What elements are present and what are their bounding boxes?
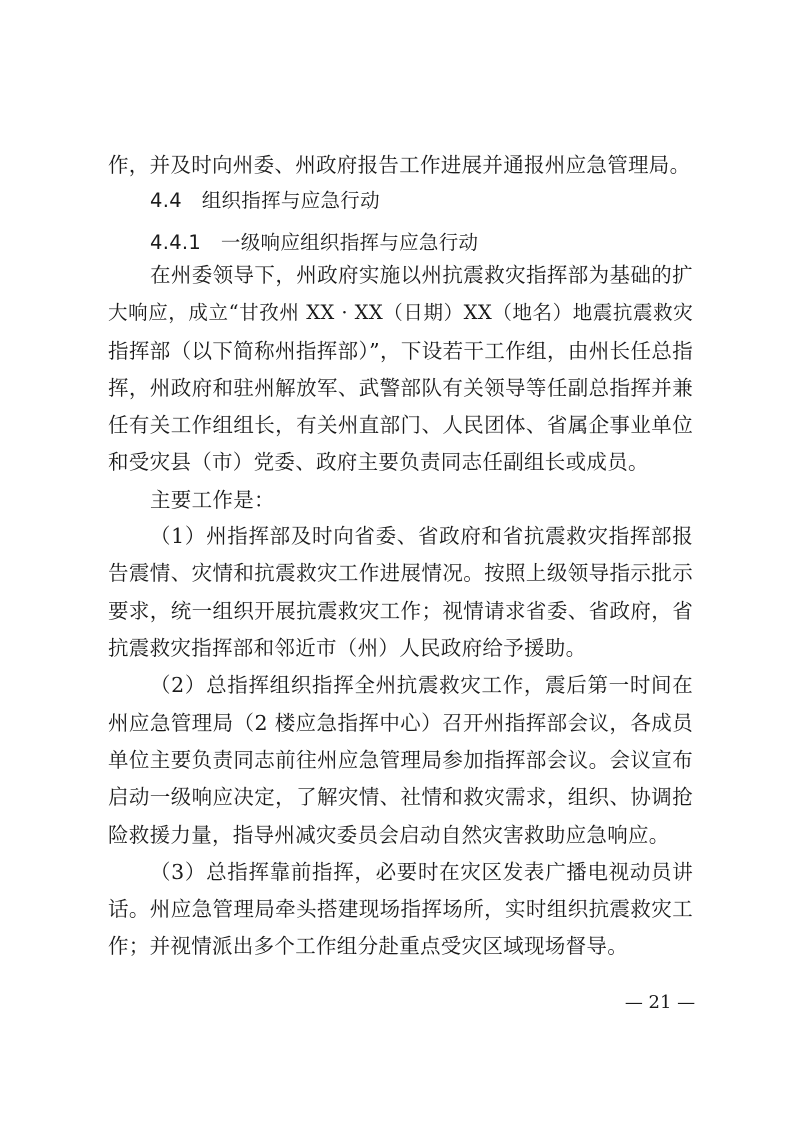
body-text-line: 州应急管理局（2 楼应急指挥中心）召开州指挥部会议，各成员 — [108, 711, 693, 735]
body-text-line: 单位主要负责同志前往州应急管理局参加指挥部会议。会议宣布 — [108, 748, 693, 772]
body-text-line: 作；并视情派出多个工作组分赴重点受灾区域现场督导。 — [108, 934, 628, 958]
paragraph-first-line: 在州委领导下，州政府实施以州抗震救灾指挥部为基础的扩 — [150, 263, 693, 287]
paragraph-first-line: （2）总指挥组织指挥全州抗震救灾工作，震后第一时间在 — [150, 673, 693, 697]
body-text-line: 话。州应急管理局牵头搭建现场指挥场所，实时组织抗震救灾工 — [108, 897, 693, 921]
body-text-line: 险救援力量，指导州减灾委员会启动自然灾害救助应急响应。 — [108, 823, 670, 847]
body-text-line: 启动一级响应决定，了解灾情、社情和救灾需求，组织、协调抢 — [108, 785, 693, 809]
subsection-heading-4-4-1: 4.4.1 一级响应组织指挥与应急行动 — [150, 231, 479, 254]
body-text-line: 告震情、灾情和抗震救灾工作进展情况。按照上级领导指示批示 — [108, 561, 693, 585]
body-text-line: 作，并及时向州委、州政府报告工作进展并通报州应急管理局。 — [108, 153, 691, 177]
body-text-line: 要求，统一组织开展抗震救灾工作；视情请求省委、省政府，省 — [108, 599, 693, 623]
body-text-line: 任有关工作组组长，有关州直部门、人民团体、省属企事业单位 — [108, 413, 693, 437]
body-text-line: 挥，州政府和驻州解放军、武警部队有关领导等任副总指挥并兼 — [108, 376, 693, 400]
paragraph-first-line: （3）总指挥靠前指挥，必要时在灾区发表广播电视动员讲 — [150, 860, 693, 884]
body-text-line: 和受灾县（市）党委、政府主要负责同志任副组长或成员。 — [108, 450, 649, 474]
body-text-line: 指挥部（以下简称州指挥部）”，下设若干工作组，由州长任总指 — [108, 339, 693, 363]
page-number: — 21 — — [624, 992, 696, 1013]
paragraph-first-line: （1）州指挥部及时向省委、省政府和省抗震救灾指挥部报 — [150, 524, 693, 548]
section-heading-4-4: 4.4 组织指挥与应急行动 — [150, 189, 380, 212]
paragraph-first-line: 主要工作是： — [150, 488, 275, 512]
body-text-line: 大响应，成立“甘孜州 XX · XX（日期）XX（地名）地震抗震救灾 — [108, 301, 693, 324]
body-text-line: 抗震救灾指挥部和邻近市（州）人民政府给予援助。 — [108, 636, 587, 660]
